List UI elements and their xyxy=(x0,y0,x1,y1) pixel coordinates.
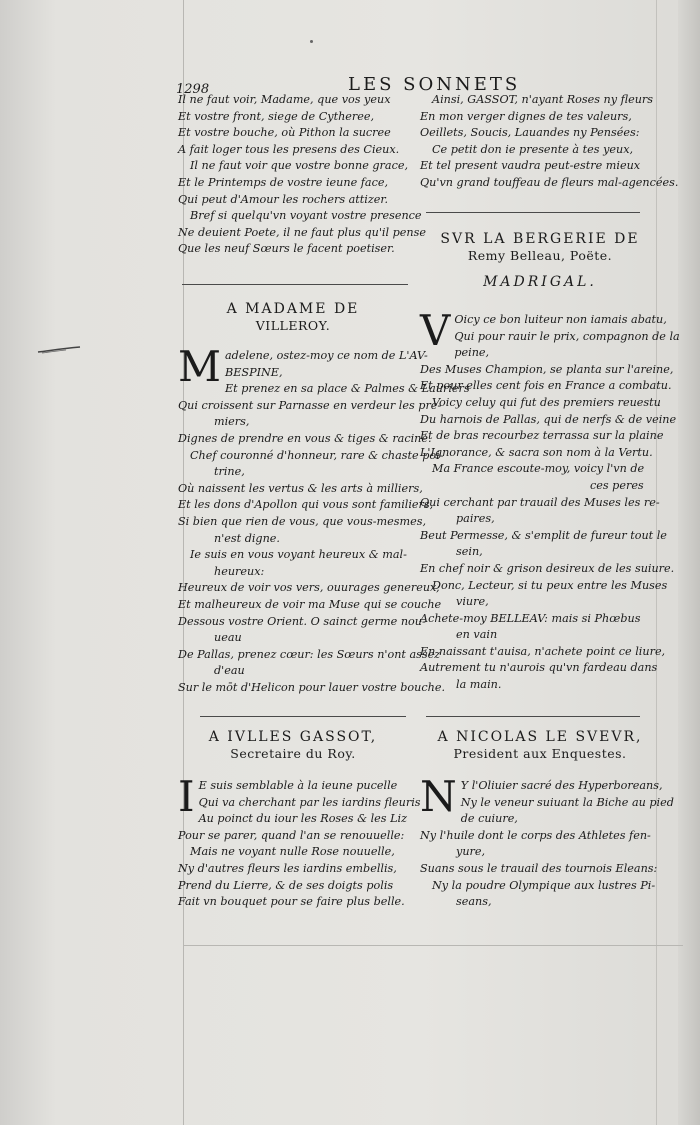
belleau-heading xyxy=(420,230,660,290)
poem-title: A MADAME DE xyxy=(226,301,360,317)
belleau-poem xyxy=(420,306,680,694)
verse-line: Qui va cherchant par les iardins fleuris xyxy=(198,795,421,809)
verse-line: Et prenez en sa place & Palmes & Lauriers xyxy=(225,382,470,396)
drop-capital: V xyxy=(420,306,451,355)
verse-line: Si bien que rien de vous, que vous-mesmes, xyxy=(178,514,427,528)
verse-line: ueau xyxy=(214,631,242,645)
running-title: LES SONNETS xyxy=(348,74,521,95)
verse-line: Et pour elles cent fois en France a combatu. xyxy=(420,379,672,393)
verse-line: paires, xyxy=(456,512,495,526)
verse-line: Ce petit don ie presente à tes yeux, xyxy=(432,142,634,156)
right-top-verse xyxy=(420,92,679,192)
verse-line: Suans sous le trauail des tournois Eleans: xyxy=(420,861,658,875)
section-rule xyxy=(426,212,640,213)
section-rule xyxy=(182,284,408,285)
verse-line: Qu'vn grand touffeau de fleurs mal-agencées. xyxy=(420,175,679,189)
verse-line: Ny d'autres fleurs les iardins embellis, xyxy=(178,861,397,875)
verse-line: Il ne faut voir, Madame, que vos yeux xyxy=(178,93,391,106)
verse-line: n'est digne. xyxy=(214,531,280,545)
verse-line: heureux: xyxy=(214,564,265,578)
verse-line: De Pallas, prenez cœur: les Sœurs n'ont assez xyxy=(178,647,441,661)
verse-line: Au poinct du iour les Roses & les Liz xyxy=(198,812,408,826)
verse-line: de cuiure, xyxy=(460,812,518,826)
verse-line: En naissant t'auisa, n'achete point ce liure, xyxy=(420,644,666,658)
verse-line: Achete-moy BELLEAV: mais si Phœbus xyxy=(420,611,641,625)
verse-line: Qui cerchant par trauail des Muses les re- xyxy=(420,495,660,509)
verse-line: Et tel present vaudra peut-estre mieux xyxy=(420,159,641,173)
verse-line: Mais ne voyant nulle Rose nouuelle, xyxy=(190,845,395,859)
villeroy-heading xyxy=(178,300,408,334)
poem-title: A NICOLAS LE SVEVR, xyxy=(437,729,643,745)
verse-line: Et vostre front, siege de Cytheree, xyxy=(178,109,375,123)
poem-subtitle: Remy Belleau, Poëte. xyxy=(467,248,613,263)
verse-line: Des Muses Champion, se planta sur l'areine, xyxy=(420,362,674,376)
verse-line: Et les dons d'Apollon qui vous sont familiers, xyxy=(178,498,434,512)
gassot-heading xyxy=(178,728,408,762)
verse-line: Du harnois de Pallas, qui de nerfs & de veine xyxy=(420,412,677,426)
verse-line: Et de bras recourbez terrassa sur la plaine xyxy=(420,429,664,443)
verse-line: Beut Permesse, & s'emplit de fureur tout le xyxy=(420,528,667,542)
verse-line: V Oicy ce bon luiteur non iamais abatu, xyxy=(420,306,667,355)
verse-line: Où naissent les vertus & les arts à milliers, xyxy=(178,481,423,495)
verse-line: BESPINE, xyxy=(225,365,283,379)
verse-line: Et vostre bouche, où Pithon la sucree xyxy=(178,126,391,140)
lesueur-poem xyxy=(420,772,674,911)
verse-line: seans, xyxy=(456,895,492,909)
drop-capital: M xyxy=(178,342,222,391)
drop-capital: N xyxy=(420,772,457,821)
poem-subtitle: President aux Enquestes. xyxy=(453,746,627,761)
verse-line: Madelene, ostez-moy ce nom de L'AV- xyxy=(178,342,428,391)
verse-line: Heureux de voir vos vers, ouurages genereux; xyxy=(178,581,441,595)
poem-title: SVR LA BERGERIE DE xyxy=(440,231,640,247)
verse-line: L'Ignorance, & sacra son nom à la Vertu. xyxy=(420,445,653,459)
poem-subtitle: VILLEROY. xyxy=(255,318,331,333)
lesueur-heading xyxy=(420,728,660,762)
section-rule xyxy=(426,716,640,717)
verse-line: Qui croissent sur Parnasse en verdeur les pre- xyxy=(178,398,442,412)
verse-line: Autrement tu n'aurois qu'vn fardeau dans xyxy=(420,661,658,675)
verse-line: Ma France escoute-moy, voicy l'vn de xyxy=(432,462,645,476)
verse-line: Dignes de prendre en vous & tiges & racine. xyxy=(178,431,432,445)
verse-line: Ne deuient Poete, il ne faut plus qu'il pense xyxy=(178,225,426,239)
verse-line: En chef noir & grison desireux de les suiure. xyxy=(420,561,675,575)
page-edge xyxy=(678,0,700,1125)
verse-line: yure, xyxy=(456,845,486,859)
verse-line: la main. xyxy=(456,678,502,692)
ink-speck xyxy=(310,40,313,43)
verse-line: Prend du Lierre, & de ses doigts polis xyxy=(178,878,394,892)
verse-line: trine, xyxy=(214,465,245,479)
section-rule xyxy=(200,716,406,717)
verse-line: Et malheureux de voir ma Muse qui se couche xyxy=(178,597,442,611)
page-number: 1298 xyxy=(176,82,210,97)
verse-line: Ny l'huile dont le corps des Athletes fen- xyxy=(420,828,651,842)
verse-line: I E suis semblable à la ieune pucelle xyxy=(178,772,398,821)
verse-line: Il ne faut voir que vostre bonne grace, xyxy=(190,159,409,173)
poem-subtitle: Secretaire du Roy. xyxy=(230,746,356,761)
verse-line: Oeillets, Soucis, Lauandes ny Pensées: xyxy=(420,126,640,140)
verse-line: Ainsi, GASSOT, n'ayant Roses ny fleurs xyxy=(432,93,654,106)
verse-line: viure, xyxy=(456,595,489,609)
verse-line: Voicy celuy qui fut des premiers reuestu xyxy=(432,395,661,409)
bottom-margin-line xyxy=(183,945,683,946)
verse-line: Que les neuf Sœurs le facent poetiser. xyxy=(178,242,395,256)
verse-line: Fait vn bouquet pour se faire plus belle. xyxy=(178,895,405,909)
verse-line: Ny la poudre Olympique aux lustres Pi- xyxy=(432,878,656,892)
verse-line: d'eau xyxy=(214,664,245,678)
verse-line: miers, xyxy=(214,415,250,429)
madrigal-label: MADRIGAL. xyxy=(483,274,597,290)
verse-line: Chef couronné d'honneur, rare & chaste poi- xyxy=(190,448,444,462)
verse-line: Qui pour rauir le prix, compagnon de la xyxy=(454,329,680,343)
verse-line: Donc, Lecteur, si tu peux entre les Muses xyxy=(432,578,668,592)
verse-line: En mon verger dignes de tes valeurs, xyxy=(420,109,632,123)
verse-line: Dessous vostre Orient. O sainct germe nou- xyxy=(178,614,426,628)
verse-line: peine, xyxy=(454,346,490,360)
verse-line: Ie suis en vous voyant heureux & mal- xyxy=(190,548,407,562)
gassot-poem xyxy=(178,772,421,911)
verse-line: sein, xyxy=(456,545,483,559)
poem-title: A IVLLES GASSOT, xyxy=(208,729,378,745)
verse-line: Et le Printemps de vostre ieune face, xyxy=(178,175,389,189)
verse-line: Qui peut d'Amour les rochers attizer. xyxy=(178,192,389,206)
verse-line: en vain xyxy=(456,628,498,642)
verse-line: ces peres xyxy=(590,478,644,492)
verse-line: A fait loger tous les presens des Cieux. xyxy=(178,142,400,156)
drop-capital: I xyxy=(178,772,195,821)
margin-ink-mark-icon xyxy=(36,345,82,355)
verse-line: Bref si quelqu'vn voyant vostre presence xyxy=(190,209,422,223)
verse-line: Pour se parer, quand l'an se renouuelle: xyxy=(178,828,405,842)
left-top-verse xyxy=(178,92,426,258)
verse-line: Ny le veneur suiuant la Biche au pied xyxy=(460,795,674,809)
verse-line: N Y l'Oliuier sacré des Hyperboreans, xyxy=(420,772,663,821)
verse-line: Sur le mōt d'Helicon pour lauer vostre bouche. xyxy=(178,680,446,694)
